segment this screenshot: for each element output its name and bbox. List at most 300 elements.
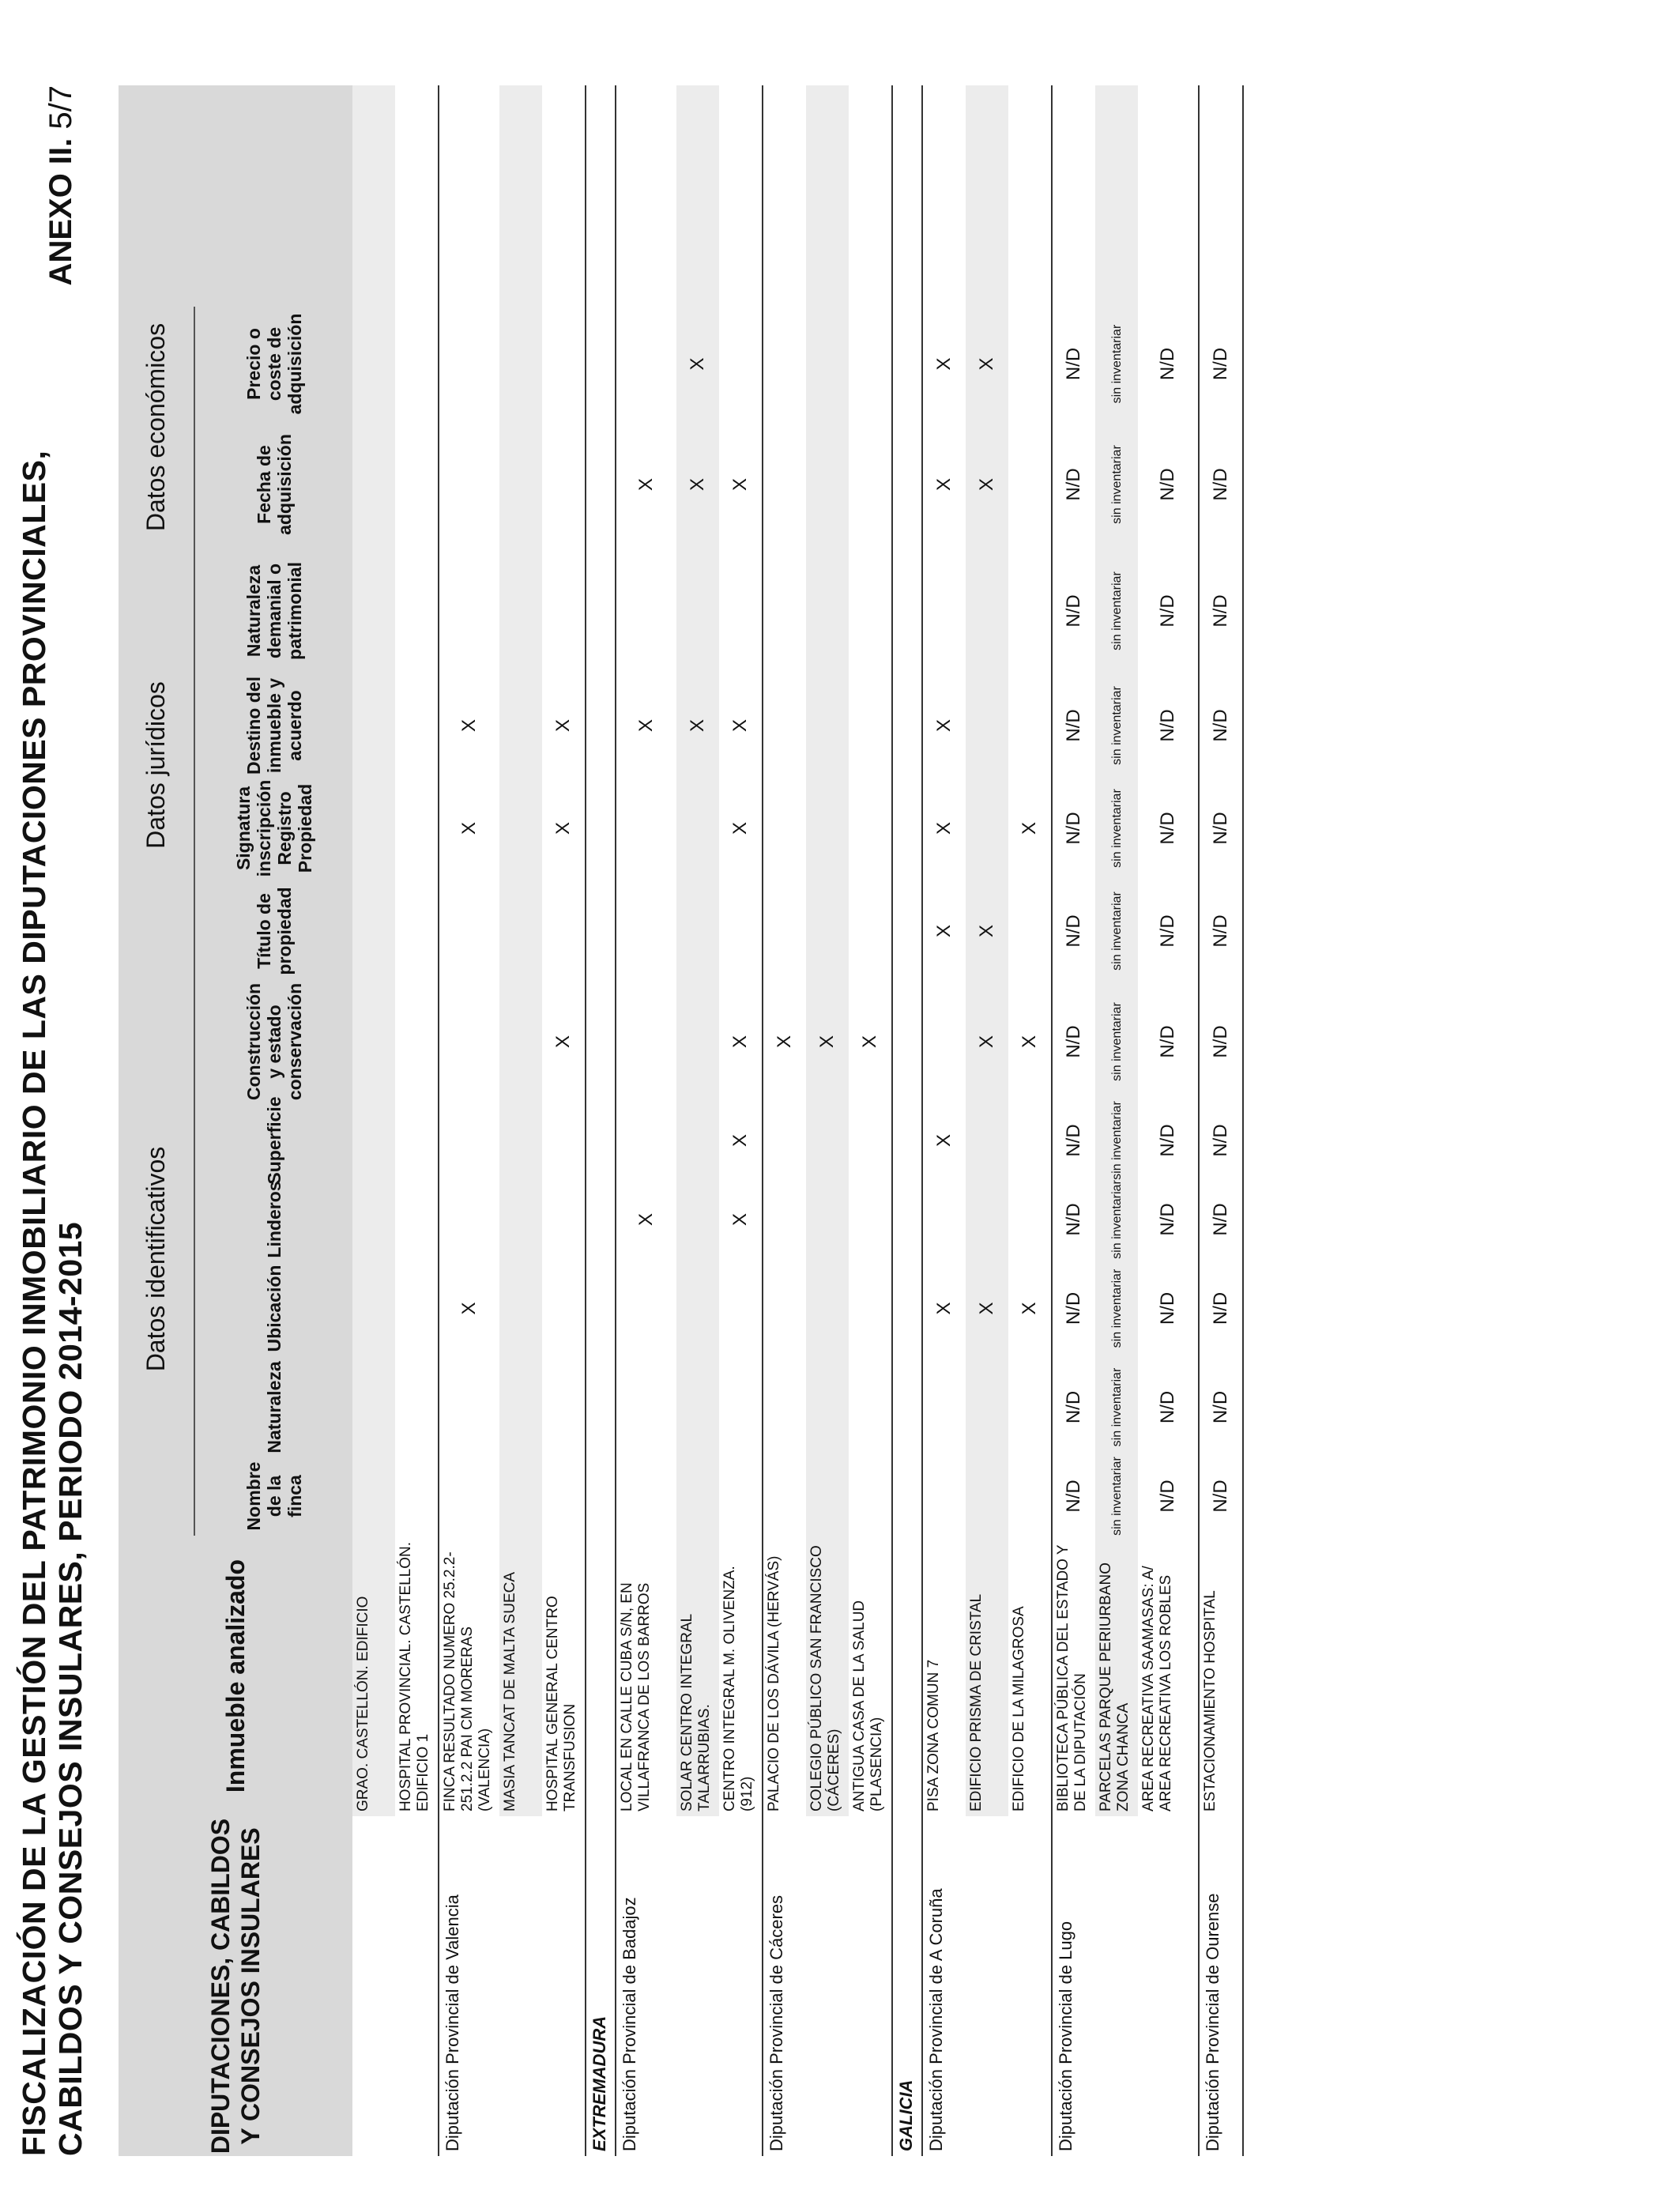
value-cell: N/D: [1063, 1291, 1084, 1325]
value-cell: N/D: [1063, 1480, 1084, 1513]
value-cell: [763, 1101, 806, 1180]
value-cell: [499, 1101, 542, 1180]
value-cell: [395, 1358, 438, 1457]
value-cells: [676, 85, 719, 1536]
value-cell: X: [687, 719, 708, 733]
value-cell: [763, 307, 806, 421]
diputacion-cell: [1008, 1816, 1051, 2156]
header-column: Destino del inmueble y acuerdo: [243, 677, 305, 775]
header-column: Precio o coste de adquisición: [243, 313, 305, 415]
value-cell: [849, 674, 891, 777]
value-cell: [499, 307, 542, 421]
value-cell: [1008, 1457, 1051, 1536]
value-cell: X: [635, 478, 657, 492]
header-column: Fecha de adquisición: [253, 434, 295, 535]
value-cell: [616, 1457, 676, 1536]
value-cell: [763, 1180, 806, 1259]
value-cell: N/D: [1157, 594, 1178, 628]
table-row: [352, 85, 395, 2156]
value-cell: [542, 1457, 585, 1536]
value-cell: [1008, 880, 1051, 982]
value-cell: X: [458, 1302, 480, 1315]
inmueble-cell: HOSPITAL PROVINCIAL. CASTELLÓN. EDIFICIO 1: [397, 1541, 431, 1811]
value-cell: [439, 982, 499, 1101]
value-cell: [395, 777, 438, 880]
value-cell: [395, 1457, 438, 1536]
value-cell: sin inventariar: [1109, 1457, 1124, 1536]
value-cell: sin inventariar: [1109, 324, 1124, 404]
value-cell: [439, 1457, 499, 1536]
value-cell: X: [933, 1302, 955, 1315]
inmueble-cell: LOCAL EN CALLE CUBA S/N, EN VILLAFRANCA DE LOS BARROS: [619, 1582, 653, 1811]
value-cell: [616, 982, 676, 1101]
table-row: [676, 85, 719, 2156]
value-cell: [439, 548, 499, 674]
value-cell: sin inventariar: [1109, 892, 1124, 971]
value-cell: [923, 1358, 966, 1457]
value-cell: [849, 1101, 891, 1180]
value-cell: X: [933, 1134, 955, 1148]
value-cell: [352, 1358, 395, 1457]
value-cell: [616, 1101, 676, 1180]
value-cell: [719, 880, 762, 982]
header-column: Ubicación: [263, 1265, 284, 1352]
value-cell: [1008, 421, 1051, 548]
value-cells: [923, 85, 966, 1536]
value-cell: [542, 1358, 585, 1457]
header-group-title: Datos jurídicos: [119, 548, 195, 982]
value-cell: X: [552, 1035, 574, 1049]
value-cell: X: [687, 357, 708, 371]
value-cell: N/D: [1063, 914, 1084, 948]
diputacion-cell: [966, 1816, 1008, 2156]
value-cell: N/D: [1157, 1291, 1178, 1325]
table-row: [615, 85, 676, 2156]
value-cell: [923, 1457, 966, 1536]
header-column: Nombre de la finca: [243, 1461, 305, 1531]
value-cell: [395, 1259, 438, 1358]
value-cell: X: [933, 925, 955, 938]
value-cell: X: [976, 357, 997, 371]
diputacion-cell: Diputación Provincial de Ourense: [1203, 1893, 1222, 2151]
inmueble-cell: HOSPITAL GENERAL CENTRO TRANSFUSION: [544, 1596, 578, 1811]
table-row: [1095, 85, 1138, 2156]
value-cell: sin inventariar: [1109, 445, 1124, 524]
value-cell: [395, 1101, 438, 1180]
value-cells: [966, 85, 1008, 1536]
value-cell: [676, 1180, 719, 1259]
value-cell: [499, 1358, 542, 1457]
value-cell: [542, 548, 585, 674]
value-cell: N/D: [1157, 914, 1178, 948]
value-cell: [923, 1180, 966, 1259]
diputacion-cell: [395, 1816, 438, 2156]
value-cell: X: [976, 1035, 997, 1049]
value-cell: [352, 880, 395, 982]
value-cell: X: [976, 925, 997, 938]
value-cell: N/D: [1063, 812, 1084, 845]
value-cell: [806, 421, 849, 548]
value-cell: X: [1019, 1302, 1040, 1315]
value-cell: [806, 880, 849, 982]
value-cell: [849, 1259, 891, 1358]
value-cell: [499, 1259, 542, 1358]
value-cell: [763, 1259, 806, 1358]
value-cell: [719, 1259, 762, 1358]
header-group-2: [119, 307, 352, 548]
table-bottom-rule: [1242, 85, 1244, 2156]
diputacion-cell: [849, 1816, 891, 2156]
value-cell: [352, 421, 395, 548]
value-cell: [352, 1180, 395, 1259]
value-cell: X: [635, 719, 657, 733]
table-row: [1138, 85, 1198, 2156]
value-cell: sin inventariar: [1109, 789, 1124, 868]
value-cells: [439, 85, 499, 1536]
value-cell: [616, 880, 676, 982]
value-cell: X: [976, 1302, 997, 1315]
value-cell: X: [1019, 1035, 1040, 1049]
value-cell: [923, 982, 966, 1101]
table-row: [719, 85, 762, 2156]
value-cell: N/D: [1063, 709, 1084, 742]
header-subcolumns: [195, 307, 352, 548]
value-cell: [439, 880, 499, 982]
table-row: [395, 85, 438, 2156]
value-cell: N/D: [1210, 1291, 1231, 1325]
value-cell: sin inventariar: [1109, 686, 1124, 765]
value-cell: [806, 674, 849, 777]
value-cell: N/D: [1157, 347, 1178, 381]
value-cells: [616, 85, 676, 1536]
value-cell: [616, 777, 676, 880]
diputacion-cell: [352, 1816, 395, 2156]
table-row: [966, 85, 1008, 2156]
value-cell: [849, 777, 891, 880]
value-cell: [395, 421, 438, 548]
value-cell: [763, 1457, 806, 1536]
value-cell: [542, 421, 585, 548]
value-cells: [1200, 85, 1242, 1536]
value-cell: [1008, 1180, 1051, 1259]
value-cells: [1008, 85, 1051, 1536]
header-subcolumns: [195, 548, 352, 982]
value-cell: [499, 421, 542, 548]
diputacion-cell: [499, 1816, 542, 2156]
value-cell: [806, 548, 849, 674]
value-cell: N/D: [1157, 709, 1178, 742]
value-cells: [1138, 85, 1198, 1536]
value-cell: [542, 880, 585, 982]
value-cell: X: [458, 719, 480, 733]
value-cell: [806, 1259, 849, 1358]
value-cells: [849, 85, 891, 1536]
inmueble-cell: EDIFICIO DE LA MILAGROSA: [1011, 1606, 1027, 1811]
value-cell: [849, 421, 891, 548]
table-row: [1008, 85, 1051, 2156]
value-cell: [849, 1358, 891, 1457]
value-cell: [966, 1358, 1008, 1457]
value-cell: [1008, 1358, 1051, 1457]
value-cell: [499, 1180, 542, 1259]
inventory-table: [119, 85, 1244, 2156]
value-cell: [763, 548, 806, 674]
document-title: [16, 450, 89, 2156]
value-cell: [352, 307, 395, 421]
value-cell: N/D: [1157, 468, 1178, 501]
region-row: [891, 85, 921, 2156]
value-cell: [352, 982, 395, 1101]
value-cell: [499, 1457, 542, 1536]
value-cell: [806, 1180, 849, 1259]
value-cell: [395, 548, 438, 674]
value-cell: [499, 548, 542, 674]
value-cell: [966, 1457, 1008, 1536]
diputacion-cell: Diputación Provincial de Badajoz: [620, 1897, 639, 2151]
value-cell: X: [552, 822, 574, 835]
header-column: Naturaleza: [263, 1361, 284, 1453]
value-cell: [439, 421, 499, 548]
value-cell: [352, 674, 395, 777]
value-cells: [1095, 85, 1138, 1536]
diputacion-cell: Diputación Provincial de Cáceres: [767, 1894, 786, 2151]
table-row: [762, 85, 806, 2156]
value-cell: X: [635, 1213, 657, 1227]
diputacion-cell: [676, 1816, 719, 2156]
value-cell: [616, 548, 676, 674]
header-inmueble: Inmueble analizado: [220, 1559, 250, 1793]
value-cell: sin inventariar: [1109, 571, 1124, 650]
value-cell: [352, 548, 395, 674]
value-cell: [806, 307, 849, 421]
value-cell: X: [729, 822, 751, 835]
inmueble-cell: EDIFICIO PRISMA DE CRISTAL: [966, 1536, 1008, 1816]
diputacion-cell: Diputación Provincial de Valencia: [443, 1894, 462, 2151]
inmueble-cell: SOLAR CENTRO INTEGRAL TALARRUBIAS.: [676, 1536, 719, 1816]
value-cell: N/D: [1210, 1203, 1231, 1236]
header-group-1: [119, 548, 352, 982]
value-cell: N/D: [1063, 468, 1084, 501]
inmueble-cell: BIBLIOTECA PÚBLICA DEL ESTADO Y DE LA DIPUTACIÓN: [1055, 1544, 1089, 1811]
value-cells: [763, 85, 806, 1536]
value-cell: X: [859, 1035, 880, 1049]
inmueble-cell: PALACIO DE LOS DÁVILA (HERVÁS): [766, 1555, 782, 1811]
value-cell: X: [976, 478, 997, 492]
inmueble-cell: GRAO. CASTELLÓN. EDIFICIO: [352, 1536, 395, 1816]
value-cell: [763, 880, 806, 982]
value-cell: [719, 548, 762, 674]
value-cell: [676, 777, 719, 880]
value-cell: X: [552, 719, 574, 733]
value-cell: N/D: [1063, 594, 1084, 628]
table-row: [849, 85, 891, 2156]
diputacion-cell: [806, 1816, 849, 2156]
diputacion-cell: Diputación Provincial de A Coruña: [926, 1888, 946, 2151]
value-cell: X: [687, 478, 708, 492]
value-cell: [616, 1358, 676, 1457]
value-cell: N/D: [1157, 1025, 1178, 1058]
value-cell: [676, 1259, 719, 1358]
annex-name: ANEXO II.: [43, 138, 78, 286]
value-cell: [439, 1101, 499, 1180]
value-cell: X: [933, 719, 955, 733]
value-cells: [542, 85, 585, 1536]
inmueble-cell: MASIA TANCAT DE MALTA SUECA: [499, 1536, 542, 1816]
table-row: [1198, 85, 1242, 2156]
value-cell: [542, 1259, 585, 1358]
value-cell: [499, 982, 542, 1101]
value-cell: N/D: [1063, 347, 1084, 381]
header-group-title: Datos identificativos: [119, 982, 195, 1536]
value-cell: [676, 982, 719, 1101]
value-cell: [676, 1457, 719, 1536]
header-group-0: [119, 982, 352, 1536]
value-cell: sin inventariar: [1109, 1367, 1124, 1447]
table-row: [921, 85, 966, 2156]
value-cell: [966, 1180, 1008, 1259]
value-cell: N/D: [1063, 1124, 1084, 1157]
value-cell: [616, 307, 676, 421]
value-cell: sin inventariar: [1109, 1002, 1124, 1081]
value-cell: X: [458, 822, 480, 835]
value-cell: N/D: [1210, 1025, 1231, 1058]
value-cell: X: [816, 1035, 838, 1049]
header-column: Signatura inscripción Registro Propiedad: [232, 779, 315, 877]
value-cell: [352, 777, 395, 880]
inmueble-cell: FINCA RESULTADO NUMERO 25.2.2-251.2.2 PAI CM MORERAS (VALENCIA): [442, 1551, 493, 1811]
region-row: [585, 85, 615, 2156]
value-cell: N/D: [1063, 1025, 1084, 1058]
value-cell: N/D: [1157, 1124, 1178, 1157]
value-cell: [499, 777, 542, 880]
value-cell: [499, 674, 542, 777]
header-column: Linderos: [263, 1181, 284, 1258]
value-cell: N/D: [1210, 594, 1231, 628]
table-row: [1051, 85, 1095, 2156]
value-cell: [395, 982, 438, 1101]
header-column: Título de propiedad: [253, 887, 295, 975]
value-cell: N/D: [1063, 1390, 1084, 1424]
region-label: EXTREMADURA: [590, 2015, 609, 2151]
value-cell: N/D: [1210, 1124, 1231, 1157]
value-cell: [676, 1358, 719, 1457]
header-column: Construcción y estado conservación: [243, 982, 305, 1101]
diputacion-cell: [1138, 1816, 1198, 2156]
inmueble-cell: PARCELAS PARQUE PERIURBANO ZONA CHANCA: [1095, 1536, 1138, 1816]
value-cell: [763, 777, 806, 880]
value-cell: sin inventariar: [1109, 1101, 1124, 1180]
value-cell: [763, 1358, 806, 1457]
header-subcolumns: [195, 982, 352, 1536]
value-cell: N/D: [1157, 1203, 1178, 1236]
value-cell: [439, 1180, 499, 1259]
value-cell: [1008, 548, 1051, 674]
diputacion-cell: [719, 1816, 762, 2156]
value-cell: X: [729, 478, 751, 492]
value-cell: [966, 674, 1008, 777]
value-cell: sin inventariar: [1109, 1180, 1124, 1259]
title-line-2: CABILDOS Y CONSEJOS INSULARES, PERIODO 2014-2015: [52, 1221, 89, 2156]
value-cell: [499, 880, 542, 982]
value-cell: [439, 307, 499, 421]
value-cell: X: [774, 1035, 795, 1049]
title-line-1: FISCALIZACIÓN DE LA GESTIÓN DEL PATRIMONIO INMOBILIARIO DE LAS DIPUTACIONES PROVINCIALES,: [16, 450, 52, 2156]
value-cell: N/D: [1210, 812, 1231, 845]
value-cell: [719, 1358, 762, 1457]
diputacion-cell: [542, 1816, 585, 2156]
value-cell: [923, 548, 966, 674]
annex-label: [43, 85, 79, 285]
value-cell: N/D: [1210, 347, 1231, 381]
value-cell: [806, 1101, 849, 1180]
value-cell: N/D: [1063, 1203, 1084, 1236]
inmueble-cell: COLEGIO PÚBLICO SAN FRANCISCO (CÁCERES): [806, 1536, 849, 1816]
value-cell: [395, 880, 438, 982]
value-cell: [352, 1457, 395, 1536]
value-cells: [499, 85, 542, 1536]
value-cell: [966, 1101, 1008, 1180]
header-group-title: Datos económicos: [119, 307, 195, 548]
value-cell: [806, 777, 849, 880]
value-cell: X: [729, 1035, 751, 1049]
value-cell: [763, 421, 806, 548]
value-cell: [763, 674, 806, 777]
header-diputaciones: DIPUTACIONES, CABILDOS Y CONSEJOS INSULARES: [206, 1818, 265, 2154]
value-cell: [849, 1457, 891, 1536]
value-cell: [616, 1259, 676, 1358]
header-column: Superficie: [263, 1096, 284, 1185]
value-cell: X: [1019, 822, 1040, 835]
value-cell: N/D: [1210, 1480, 1231, 1513]
value-cell: X: [729, 719, 751, 733]
region-label: GALICIA: [896, 2079, 916, 2151]
value-cell: X: [729, 1213, 751, 1227]
value-cell: [806, 1457, 849, 1536]
value-cells: [395, 85, 438, 1536]
header-groups: [119, 85, 352, 1536]
value-cell: [542, 1180, 585, 1259]
value-cell: [1008, 307, 1051, 421]
value-cell: [719, 307, 762, 421]
value-cells: [352, 85, 395, 1536]
value-cell: N/D: [1210, 709, 1231, 742]
value-cell: [966, 548, 1008, 674]
value-cell: [806, 1358, 849, 1457]
value-cell: [1008, 674, 1051, 777]
value-cell: [849, 1180, 891, 1259]
table-row: [806, 85, 849, 2156]
value-cell: N/D: [1157, 1390, 1178, 1424]
inmueble-cell: ESTACIONAMIENTO HOSPITAL: [1202, 1590, 1219, 1811]
value-cell: [966, 777, 1008, 880]
value-cell: [676, 548, 719, 674]
value-cell: [542, 1101, 585, 1180]
value-cell: X: [933, 478, 955, 492]
inmueble-cell: ANTIGUA CASA DE LA SALUD (PLASENCIA): [851, 1600, 885, 1811]
value-cell: [849, 548, 891, 674]
value-cell: [439, 1358, 499, 1457]
diputacion-cell: [1095, 1816, 1138, 2156]
value-cell: [352, 1259, 395, 1358]
value-cell: N/D: [1157, 1480, 1178, 1513]
value-cell: X: [729, 1134, 751, 1148]
value-cell: [395, 1180, 438, 1259]
value-cell: sin inventariar: [1109, 1269, 1124, 1348]
inmueble-cell: PISA ZONA COMUN 7: [925, 1659, 942, 1811]
table-body: [352, 85, 1244, 2156]
value-cells: [1053, 85, 1095, 1536]
value-cell: N/D: [1210, 914, 1231, 948]
